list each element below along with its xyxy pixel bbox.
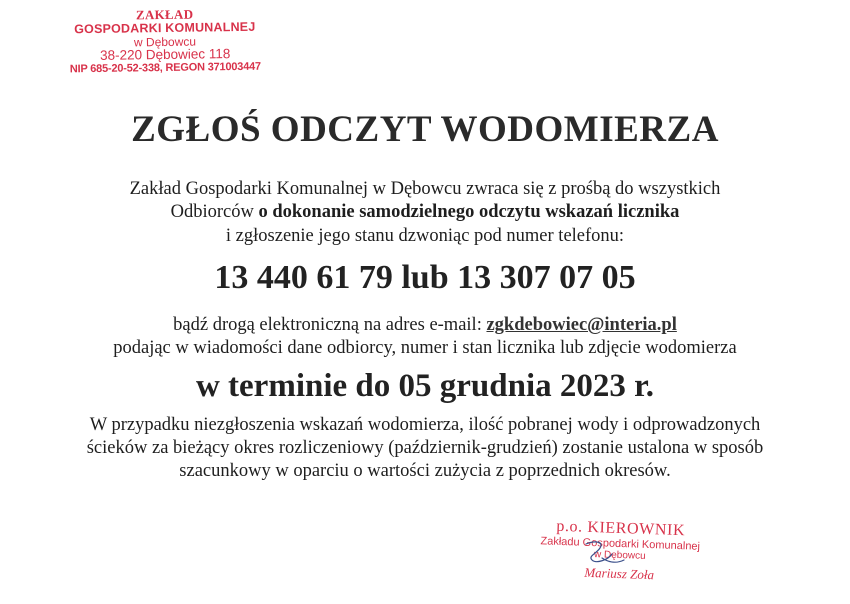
email-link[interactable]: zgkdebowiec@interia.pl — [486, 315, 677, 335]
notice-line-2: ścieków za bieżący okres rozliczeniowy (październik-grudzień) zostanie ustalona w sposób — [86, 438, 764, 459]
stamp-line-5: NIP 685-20-52-338, REGON 371003447 — [69, 60, 262, 76]
email-line-1 — [20, 314, 830, 337]
handwritten-signature — [582, 538, 627, 568]
deadline-heading: w terminie do 05 grudnia 2023 r. — [195, 368, 655, 404]
notice-paragraph — [20, 414, 830, 483]
intro-line-2-prefix: Odbiorców — [170, 202, 254, 223]
company-stamp — [50, 6, 281, 76]
notice-line-1: W przypadku niezgłoszenia wskazań wodomierza, ilość pobranej wody i odprowadzonych — [89, 415, 761, 435]
signature-stamp-line-2: Zakładu Gospodarki Komunalnej — [540, 534, 701, 553]
email-prefix: bądź drogą elektroniczną na adres e-mail: — [173, 315, 482, 335]
intro-paragraph — [20, 178, 830, 248]
signature-stamp-line-1: p.o. KIEROWNIK — [556, 517, 686, 540]
page-title: ZGŁOŚ ODCZYT WODOMIERZA — [131, 109, 719, 150]
stamp-line-3: w Dębowcu — [133, 34, 197, 49]
signature-stamp-line-3: w Dębowcu — [593, 548, 646, 562]
intro-line-1: Zakład Gospodarki Komunalnej w Dębowcu zwraca się z prośbą do wszystkich — [129, 179, 721, 199]
email-line-2: podając w wiadomości dane odbiorcy, numer i stan licznika lub zdjęcie wodomierza — [113, 338, 737, 359]
intro-line-2-bold: o dokonanie samodzielnego odczytu wskazań licznika — [258, 202, 680, 223]
intro-line-2 — [20, 201, 830, 224]
email-paragraph — [20, 314, 830, 361]
stamp-line-1: ZAKŁAD — [135, 6, 194, 23]
notice-line-3: szacunkowy w oparciu o wartości zużycia z poprzednich okresów. — [179, 461, 671, 482]
stamp-line-2: GOSPODARKI KOMUNALNEJ — [74, 19, 256, 37]
phone-numbers: 13 440 61 79 lub 13 307 07 05 — [214, 259, 636, 296]
intro-line-3: i zgłoszenie jego stanu dzwoniąc pod numer telefonu: — [225, 225, 625, 246]
stamp-line-4: 38-220 Dębowiec 118 — [99, 46, 231, 64]
signature-stamp-line-4: Mariusz Zoła — [584, 564, 655, 582]
